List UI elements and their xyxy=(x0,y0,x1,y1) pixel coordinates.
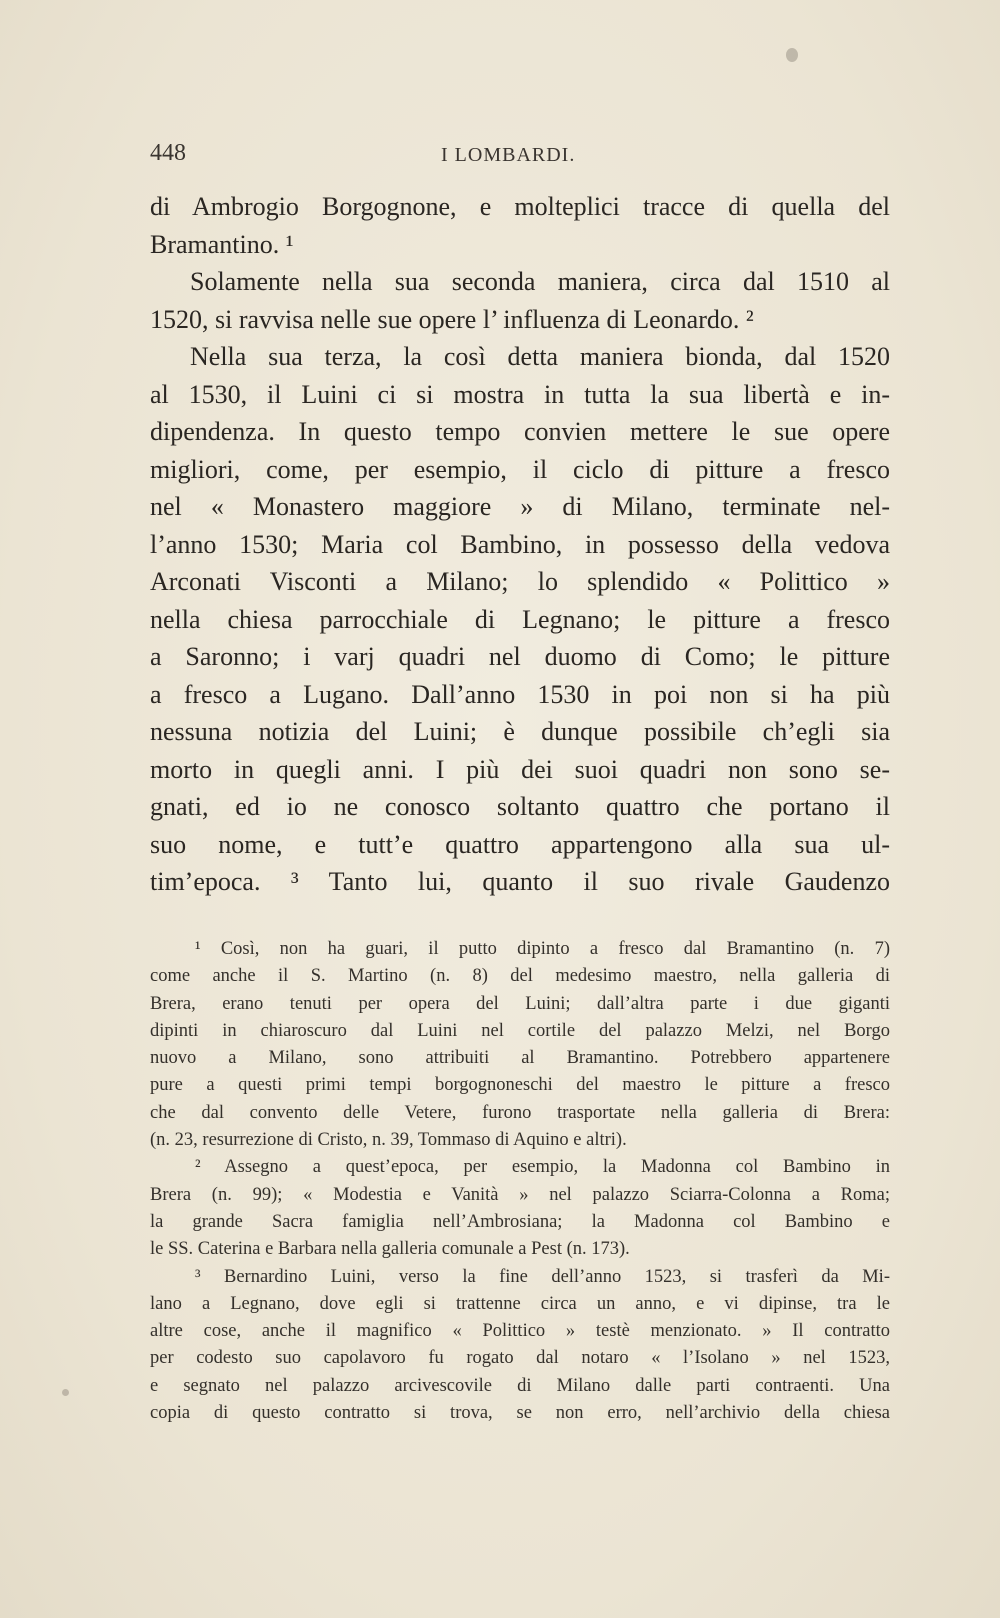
footnote-line: per codesto suo capolavoro fu rogato dal notaro « l’Isolano » nel 1523, xyxy=(150,1348,890,1369)
body-line: Arconati Visconti a Milano; lo splendido « Polittico » xyxy=(150,567,890,596)
body-line: nella chiesa parrocchiale di Legnano; le pitture a fresco xyxy=(150,604,890,634)
footnote-line: (n. 23, resurrezione di Cristo, n. 39, Tommaso di Aquino e altri). xyxy=(150,1130,627,1151)
ink-spot xyxy=(786,48,798,62)
body-line: suo nome, e tutt’e quattro appartengono alla sua ul- xyxy=(150,829,890,859)
body-line: gnati, ed io ne conosco soltanto quattro che portano il xyxy=(150,792,890,821)
footnote-line: che dal convento delle Vetere, furono trasportate nella galleria di Brera: xyxy=(150,1102,890,1123)
footnote-line: lano a Legnano, dove egli si trattenne circa un anno, e vi dipinse, tra le xyxy=(150,1293,890,1314)
body-line: 1520, si ravvisa nelle sue opere l’ influenza di Leonardo. ² xyxy=(150,304,754,334)
page-header xyxy=(150,140,890,180)
footnotes xyxy=(150,936,890,1427)
body-line: dipendenza. In questo tempo convien mettere le sue opere xyxy=(150,417,890,446)
ink-spot xyxy=(62,1389,69,1396)
body-line: a Saronno; i varj quadri nel duomo di Como; le pitture xyxy=(150,642,890,671)
footnote-line: dipinti in chiaroscuro dal Luini nel cortile del palazzo Melzi, nel Borgo xyxy=(150,1020,890,1041)
footnote-line: copia di questo contratto si trova, se non erro, nell’archivio della chiesa xyxy=(150,1403,890,1424)
footnote-line: ² Assegno a quest’epoca, per esempio, la Madonna col Bambino in xyxy=(195,1157,890,1178)
footnote-line: ³ Bernardino Luini, verso la fine dell’anno 1523, si trasferì da Mi- xyxy=(195,1266,890,1287)
body-line: al 1530, il Luini ci si mostra in tutta la sua libertà e in- xyxy=(150,379,890,409)
body-line: di Ambrogio Borgognone, e molteplici tracce di quella del xyxy=(150,192,890,221)
body-line: Bramantino. ¹ xyxy=(150,229,294,259)
footnote-line: le SS. Caterina e Barbara nella galleria comunale a Pest (n. 173). xyxy=(150,1239,630,1260)
footnote-line: ¹ Così, non ha guari, il putto dipinto a fresco dal Bramantino (n. 7) xyxy=(195,939,890,959)
body-line: nel « Monastero maggiore » di Milano, terminate nel- xyxy=(150,492,890,521)
footnote-line: pure a questi primi tempi borgognoneschi del maestro le pitture a fresco xyxy=(150,1075,890,1096)
body-line: tim’epoca. ³ Tanto lui, quanto il suo rivale Gaudenzo xyxy=(150,867,890,896)
body-line: migliori, come, per esempio, il ciclo di pitture a fresco xyxy=(150,454,890,484)
page-number: 448 xyxy=(150,140,186,166)
body-line: a fresco a Lugano. Dall’anno 1530 in poi non si ha più xyxy=(150,679,890,709)
footnote-line: come anche il S. Martino (n. 8) del medesimo maestro, nella galleria di xyxy=(150,966,890,987)
footnote-line: altre cose, anche il magnifico « Polittico » testè menzionato. » Il contratto xyxy=(150,1321,890,1342)
footnote-line: Brera, erano tenuti per opera del Luini; dall’altra parte i due giganti xyxy=(150,993,890,1014)
running-title: I LOMBARDI. xyxy=(441,144,576,166)
footnote-line: Brera (n. 99); « Modestia e Vanità » nel palazzo Sciarra-Colonna a Roma; xyxy=(150,1184,890,1205)
body-line: morto in quegli anni. I più dei suoi quadri non sono se- xyxy=(150,754,890,784)
body-text xyxy=(150,188,890,901)
body-line: Nella sua terza, la così detta maniera bionda, dal 1520 xyxy=(190,342,890,371)
footnote-line: nuovo a Milano, sono attribuiti al Bramantino. Potrebbero appartenere xyxy=(150,1048,890,1069)
body-line: l’anno 1530; Maria col Bambino, in possesso della vedova xyxy=(150,529,890,559)
body-line: nessuna notizia del Luini; è dunque possibile ch’egli sia xyxy=(150,717,890,746)
body-line: Solamente nella sua seconda maniera, circa dal 1510 al xyxy=(190,267,890,296)
footnote-line: la grande Sacra famiglia nell’Ambrosiana; la Madonna col Bambino e xyxy=(150,1211,890,1232)
footnote-line: e segnato nel palazzo arcivescovile di Milano dalle parti contraenti. Una xyxy=(150,1375,890,1396)
